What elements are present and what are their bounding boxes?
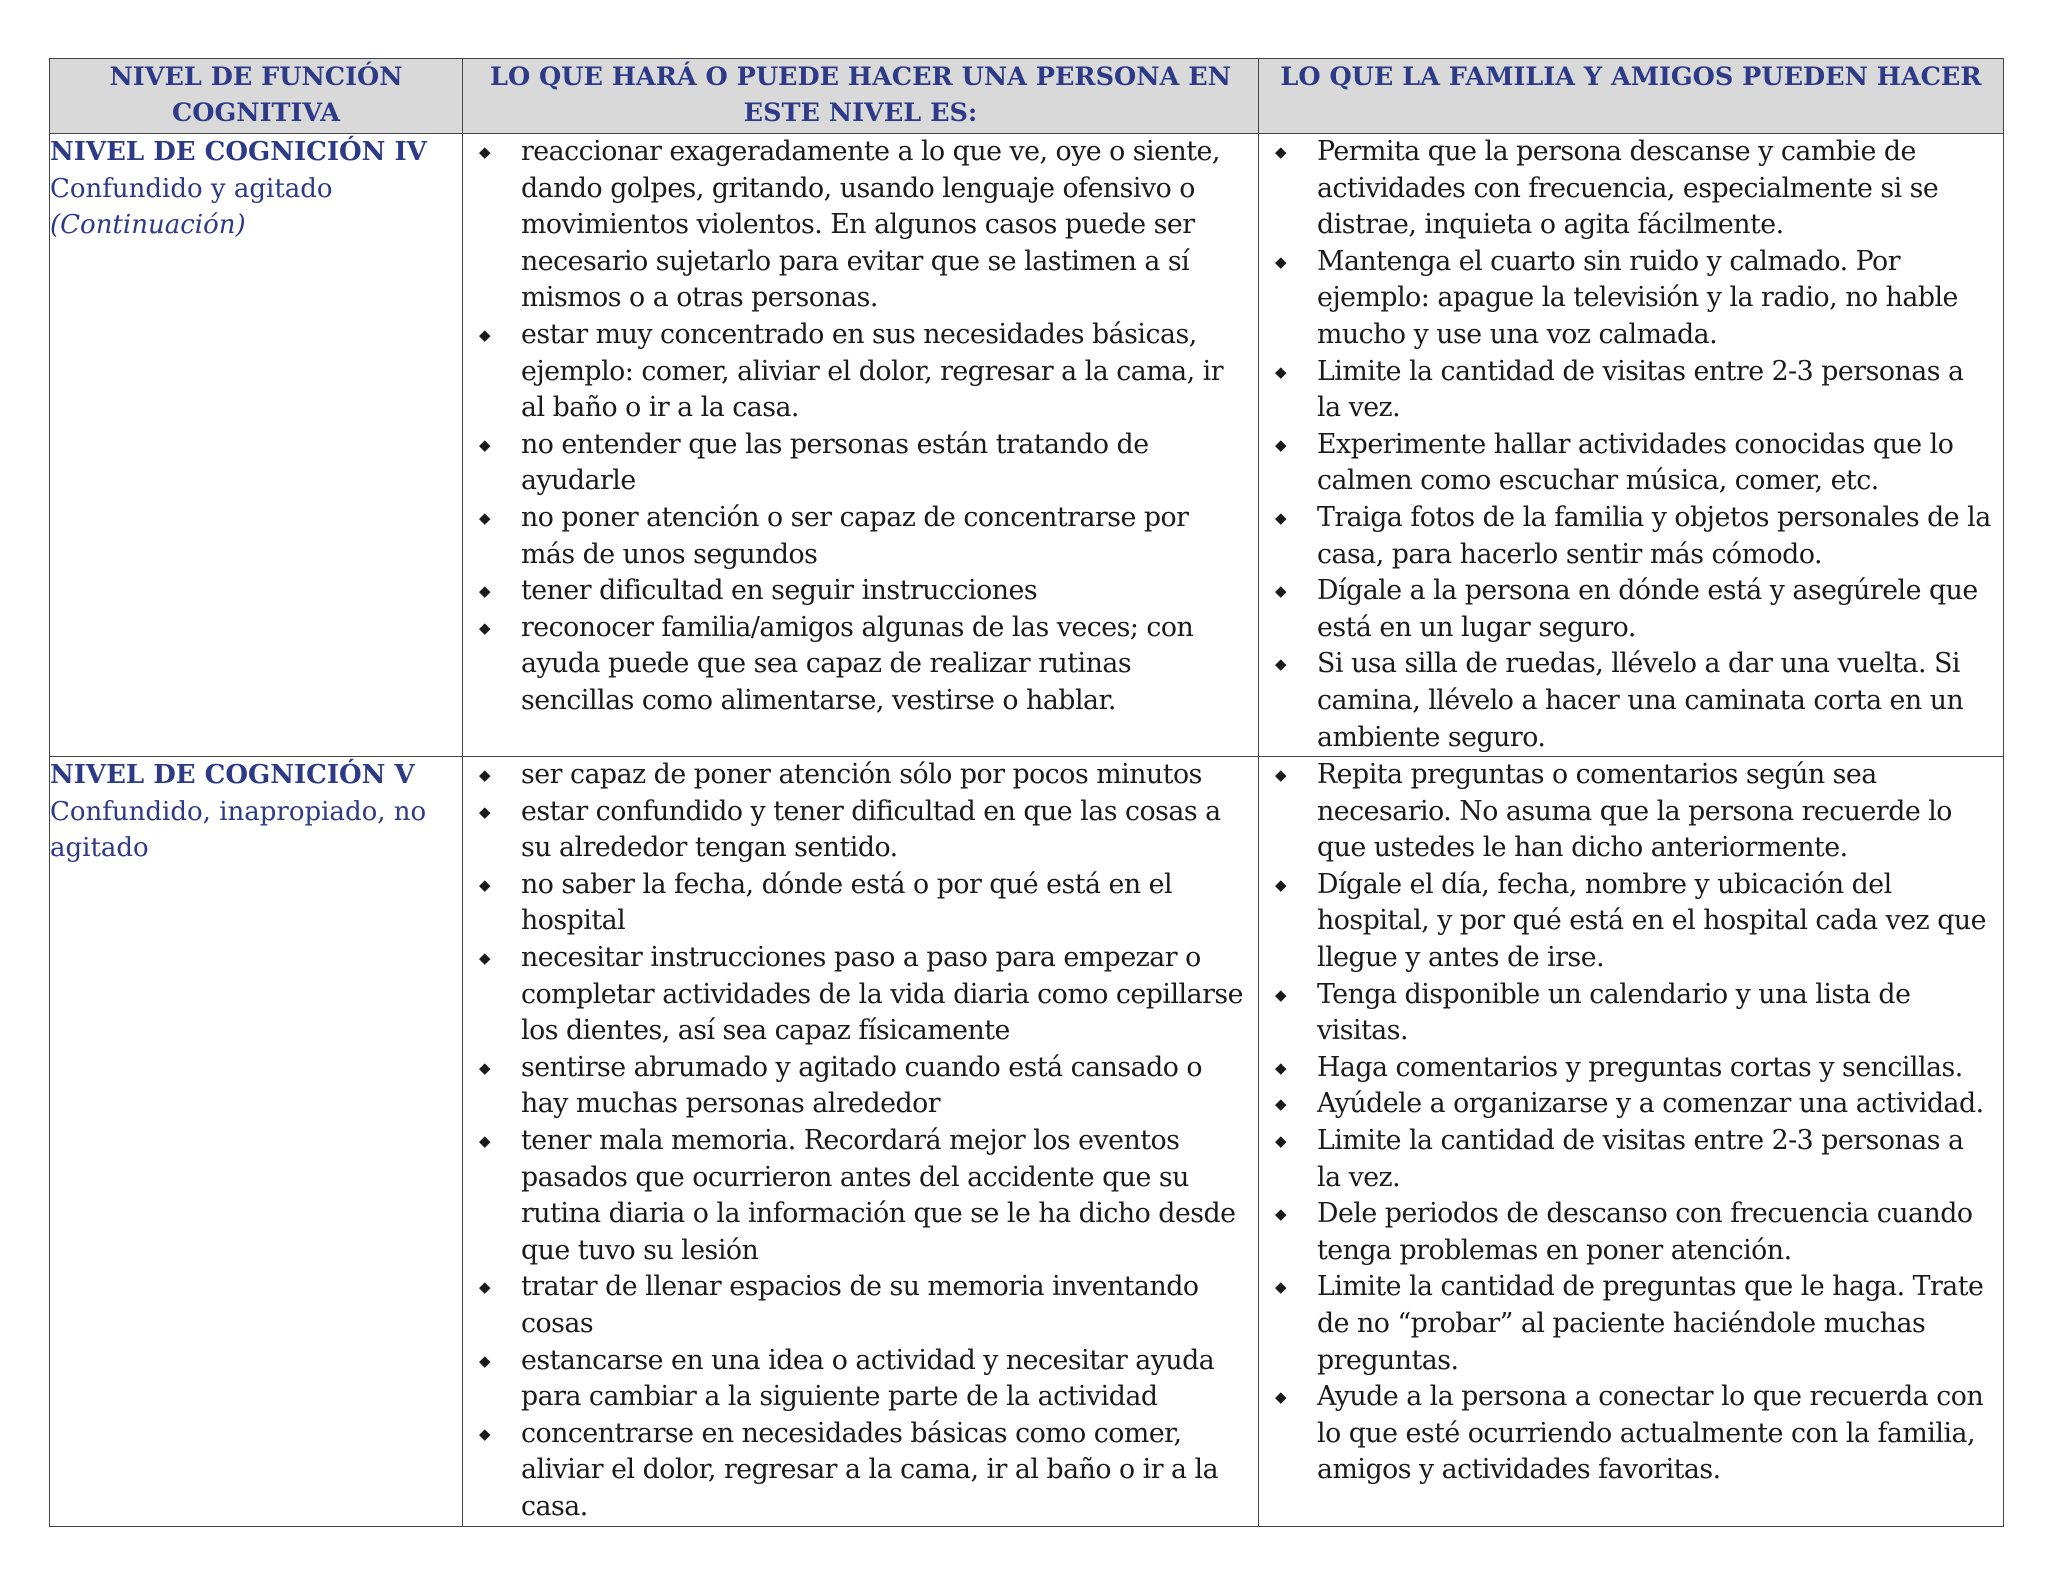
list-item-text: Dele periodos de descanso con frecuencia cuando tenga problemas en poner atención. <box>1317 1198 1973 1266</box>
list-item <box>479 134 1248 317</box>
level-description: Confundido, inapropiado, no agitado <box>50 796 427 864</box>
diamond-bullet-icon: ◆ <box>479 1278 491 1297</box>
list-item <box>1275 1196 1993 1269</box>
cognitive-levels-table <box>49 58 2004 1527</box>
list-item-text: Si usa silla de ruedas, llévelo a dar una vuelta. Si camina, llévelo a hacer una caminata corta en un ambiente seguro. <box>1317 648 1964 753</box>
list-item <box>479 1123 1248 1269</box>
diamond-bullet-icon: ◆ <box>1275 1278 1287 1297</box>
level-cell <box>50 757 463 1526</box>
level-description: Confundido y agitado <box>50 173 333 204</box>
list-item-text: Dígale el día, fecha, nombre y ubicación del hospital, y por qué está en el hospital cada vez que llegue y antes de irse. <box>1317 868 1986 974</box>
diamond-bullet-icon: ◆ <box>1275 582 1287 601</box>
list-item-text: Haga comentarios y preguntas cortas y sencillas. <box>1317 1051 1963 1083</box>
diamond-bullet-icon: ◆ <box>1275 655 1287 674</box>
list-item <box>479 573 1248 610</box>
diamond-bullet-icon: ◆ <box>479 1132 491 1151</box>
list-item <box>1275 1379 1993 1489</box>
diamond-bullet-icon: ◆ <box>1275 143 1287 161</box>
table-row <box>50 757 2004 1526</box>
list-item-text: no poner atención o ser capaz de concentrarse por más de unos segundos <box>521 501 1189 570</box>
list-item <box>1275 1269 1993 1379</box>
list-item-text: Limite la cantidad de preguntas que le haga. Trate de no “probar” al paciente haciéndole muchas preguntas. <box>1317 1271 1984 1376</box>
list-item-text: Tenga disponible un calendario y una lista de visitas. <box>1317 978 1911 1047</box>
diamond-bullet-icon: ◆ <box>1275 985 1287 1004</box>
list-item <box>1275 134 1993 244</box>
diamond-bullet-icon: ◆ <box>1275 1205 1287 1224</box>
list-item <box>1275 500 1993 573</box>
list-item-text: Experimente hallar actividades conocidas que lo calmen como escuchar música, comer, etc. <box>1317 428 1954 497</box>
diamond-bullet-icon: ◆ <box>479 802 491 821</box>
diamond-bullet-icon: ◆ <box>479 618 491 637</box>
list-item <box>1275 867 1993 977</box>
list-item <box>1275 977 1993 1050</box>
list-item <box>1275 427 1993 500</box>
level-cell <box>50 134 463 757</box>
family-actions-list <box>1259 134 2003 756</box>
person-abilities-list <box>463 757 1258 1525</box>
diamond-bullet-icon: ◆ <box>1275 435 1287 454</box>
diamond-bullet-icon: ◆ <box>479 766 491 785</box>
list-item-text: estar confundido y tener dificultad en que las cosas a su alrededor tengan sentido. <box>521 795 1221 864</box>
list-item-text: Limite la cantidad de visitas entre 2-3 personas a la vez. <box>1317 1125 1964 1193</box>
list-item <box>1275 354 1993 427</box>
list-item-text: tener mala memoria. Recordará mejor los eventos pasados que ocurrieron antes del accidente que su rutina diaria o la información que se le ha dicho desde que tuvo su lesión <box>521 1125 1236 1266</box>
diamond-bullet-icon: ◆ <box>1275 875 1287 894</box>
list-item-text: Dígale a la persona en dónde está y asegúrele que está en un lugar seguro. <box>1317 575 1978 643</box>
list-item <box>479 317 1248 427</box>
list-item <box>479 794 1248 867</box>
diamond-bullet-icon: ◆ <box>1275 362 1287 381</box>
list-item-text: sentirse abrumado y agitado cuando está cansado o hay muchas personas alrededor <box>521 1051 1203 1120</box>
list-item-text: Mantenga el cuarto sin ruido y calmado. Por ejemplo: apague la televisión y la radio, no hable mucho y use una voz calmada. <box>1317 245 1958 350</box>
diamond-bullet-icon: ◆ <box>479 435 491 454</box>
header-person-abilities: LO QUE HARÁ O PUEDE HACER UNA PERSONA EN ESTE NIVEL ES: <box>463 59 1259 134</box>
list-item-text: Repita preguntas o comentarios según sea necesario. No asuma que la persona recuerde lo que ustedes le han dicho anteriormente. <box>1317 759 1952 864</box>
list-item <box>1275 244 1993 354</box>
person-abilities-list <box>463 134 1258 720</box>
diamond-bullet-icon: ◆ <box>479 582 491 601</box>
level-name: NIVEL DE COGNICIÓN V <box>50 760 415 791</box>
list-item-text: Traiga fotos de la familia y objetos personales de la casa, para hacerlo sentir más cómodo. <box>1317 501 1991 570</box>
list-item <box>479 427 1248 500</box>
list-item <box>1275 1086 1993 1123</box>
list-item-text: reconocer familia/amigos algunas de las veces; con ayuda puede que sea capaz de realizar rutinas sencillas como alimentarse, vestirse o hablar. <box>521 611 1194 716</box>
list-item-text: tratar de llenar espacios de su memoria inventando cosas <box>521 1271 1199 1339</box>
diamond-bullet-icon: ◆ <box>479 508 491 527</box>
table-header-row <box>50 59 2004 134</box>
list-item <box>479 1269 1248 1342</box>
person-abilities-cell <box>463 134 1259 757</box>
person-abilities-cell <box>463 757 1259 1526</box>
diamond-bullet-icon: ◆ <box>1275 252 1287 271</box>
diamond-bullet-icon: ◆ <box>1275 1388 1287 1407</box>
level-note: (Continuación) <box>50 210 246 240</box>
diamond-bullet-icon: ◆ <box>479 1424 491 1443</box>
diamond-bullet-icon: ◆ <box>479 143 491 161</box>
list-item-text: Ayude a la persona a conectar lo que recuerda con lo que esté ocurriendo actualmente con la familia, amigos y actividades favoritas. <box>1317 1381 1984 1486</box>
list-item <box>479 1343 1248 1416</box>
family-actions-cell <box>1259 134 2004 757</box>
list-item-text: estancarse en una idea o actividad y necesitar ayuda para cambiar a la siguiente parte de la actividad <box>521 1344 1215 1413</box>
list-item <box>479 1050 1248 1123</box>
header-family-actions: LO QUE LA FAMILIA Y AMIGOS PUEDEN HACER <box>1259 59 2004 134</box>
diamond-bullet-icon: ◆ <box>1275 1132 1287 1151</box>
list-item <box>1275 757 1993 867</box>
diamond-bullet-icon: ◆ <box>1275 766 1287 785</box>
diamond-bullet-icon: ◆ <box>1275 1058 1287 1077</box>
list-item <box>479 1416 1248 1526</box>
list-item-text: ser capaz de poner atención sólo por pocos minutos <box>521 759 1202 791</box>
header-cognitive-level: NIVEL DE FUNCIÓN COGNITIVA <box>50 59 463 134</box>
list-item-text: no entender que las personas están tratando de ayudarle <box>521 428 1149 497</box>
list-item <box>1275 1050 1993 1087</box>
list-item-text: concentrarse en necesidades básicas como comer, aliviar el dolor, regresar a la cama, ir al baño o ir a la casa. <box>521 1417 1219 1522</box>
diamond-bullet-icon: ◆ <box>479 1351 491 1370</box>
list-item <box>1275 573 1993 646</box>
list-item-text: no saber la fecha, dónde está o por qué está en el hospital <box>521 868 1173 937</box>
list-item-text: tener dificultad en seguir instrucciones <box>521 575 1038 607</box>
table-row <box>50 134 2004 757</box>
list-item-text: Limite la cantidad de visitas entre 2-3 personas a la vez. <box>1317 355 1964 424</box>
family-actions-list <box>1259 757 2003 1489</box>
diamond-bullet-icon: ◆ <box>1275 508 1287 527</box>
diamond-bullet-icon: ◆ <box>479 325 491 344</box>
diamond-bullet-icon: ◆ <box>479 949 491 968</box>
level-name: NIVEL DE COGNICIÓN IV <box>50 137 427 167</box>
list-item <box>1275 646 1993 756</box>
list-item-text: Permita que la persona descanse y cambie de actividades con frecuencia, especialmente si se distrae, inquieta o agita fácilmente. <box>1317 136 1939 241</box>
list-item-text: Ayúdele a organizarse y a comenzar una actividad. <box>1317 1088 1984 1120</box>
list-item-text: necesitar instrucciones paso a paso para empezar o completar actividades de la vida diaria como cepillarse los dientes, así sea capaz físicamente <box>521 942 1244 1047</box>
list-item <box>1275 1123 1993 1196</box>
list-item <box>479 610 1248 720</box>
list-item <box>479 757 1248 794</box>
diamond-bullet-icon: ◆ <box>479 875 491 894</box>
list-item <box>479 940 1248 1050</box>
family-actions-cell <box>1259 757 2004 1526</box>
diamond-bullet-icon: ◆ <box>1275 1095 1287 1114</box>
list-item <box>479 867 1248 940</box>
list-item-text: reaccionar exageradamente a lo que ve, oye o siente, dando golpes, gritando, usando lenguaje ofensivo o movimientos violentos. En algunos casos puede ser necesario sujetarlo para evitar que se lastimen a sí mismos o a otras personas. <box>521 136 1220 314</box>
diamond-bullet-icon: ◆ <box>479 1058 491 1077</box>
list-item-text: estar muy concentrado en sus necesidades básicas, ejemplo: comer, aliviar el dolor, regresar a la cama, ir al baño o ir a la casa. <box>521 318 1224 424</box>
list-item <box>479 500 1248 573</box>
